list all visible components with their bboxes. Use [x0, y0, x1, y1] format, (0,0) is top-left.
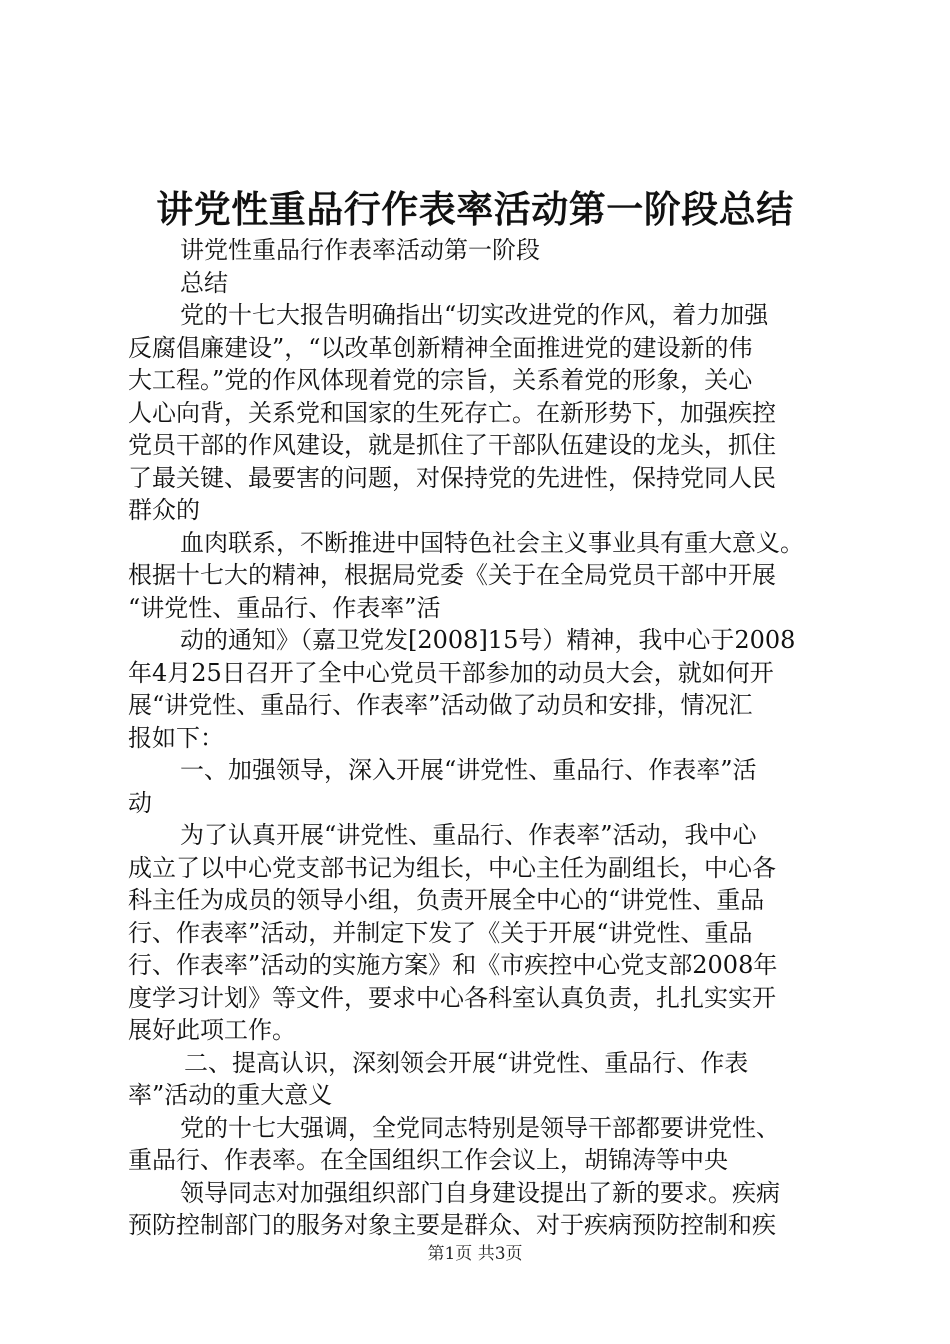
paragraph-line: 展好此项工作。 [128, 1016, 296, 1044]
paragraph-line: 群众的 [128, 496, 200, 524]
paragraph-line: 动的通知》（嘉卫党发[2008]15号）精神，我中心于2008 [180, 626, 796, 654]
paragraph-line: 了最关键、最要害的问题，对保持党的先进性，保持党同人民 [128, 463, 776, 492]
paragraph-line: 领导同志对加强组织部门自身建设提出了新的要求。疾病 [180, 1178, 780, 1207]
paragraph-line: 根据十七大的精神，根据局党委《关于在全局党员干部中开展 [128, 561, 776, 589]
paragraph-line: 展“讲党性、重品行、作表率”活动做了动员和安排，情况汇 [128, 691, 753, 719]
page-number-footer: 第1页 共3页 [427, 1244, 523, 1264]
paragraph-line: 重品行、作表率。在全国组织工作会议上，胡锦涛等中央 [128, 1146, 728, 1174]
paragraph-line: 成立了以中心党支部书记为组长，中心主任为副组长，中心各 [128, 853, 776, 882]
paragraph-line: 为了认真开展“讲党性、重品行、作表率”活动，我中心 [180, 821, 757, 849]
section-heading-line: 二、提高认识，深刻领会开展“讲党性、重品行、作表 [184, 1048, 749, 1077]
section-heading-line: 率”活动的重大意义 [128, 1081, 333, 1109]
paragraph-line: 年4月25日召开了全中心党员干部参加的动员大会，就如何开 [128, 658, 774, 687]
paragraph-line: “讲党性、重品行、作表率”活 [128, 593, 441, 622]
paragraph-line: 行、作表率”活动的实施方案》和《市疾控中心党支部2008年 [128, 951, 778, 979]
subtitle-line: 讲党性重品行作表率活动第一阶段 [180, 236, 540, 264]
paragraph-line: 党的十七大强调，全党同志特别是领导干部都要讲党性、 [180, 1113, 780, 1142]
paragraph-line: 度学习计划》等文件，要求中心各科室认真负责，扎扎实实开 [128, 983, 776, 1012]
paragraph-line: 人心向背，关系党和国家的生死存亡。在新形势下，加强疾控 [128, 398, 776, 427]
paragraph-line: 行、作表率”活动，并制定下发了《关于开展“讲党性、重品 [128, 918, 753, 947]
paragraph-line: 科主任为成员的领导小组，负责开展全中心的“讲党性、重品 [128, 886, 765, 914]
paragraph-line: 报如下： [128, 723, 224, 752]
paragraph-line: 大工程。”党的作风体现着党的宗旨，关系着党的形象，关心 [128, 366, 753, 394]
paragraph-line: 党员干部的作风建设，就是抓住了干部队伍建设的龙头，抓住 [128, 431, 776, 459]
paragraph-line: 预防控制部门的服务对象主要是群众、对于疾病预防控制和疾 [128, 1211, 776, 1239]
document-title: 讲党性重品行作表率活动第一阶段总结 [156, 187, 794, 231]
paragraph-line: 血肉联系，不断推进中国特色社会主义事业具有重大意义。 [180, 528, 804, 557]
section-heading-line: 一、加强领导，深入开展“讲党性、重品行、作表率”活 [180, 756, 757, 784]
paragraph-line: 反腐倡廉建设”，“以改革创新精神全面推进党的建设新的伟 [128, 333, 753, 362]
section-heading-line: 动 [128, 788, 152, 817]
document-body [128, 234, 830, 1242]
paragraph-line: 党的十七大报告明确指出“切实改进党的作风，着力加强 [180, 301, 769, 329]
subtitle-line: 总结 [180, 268, 228, 297]
